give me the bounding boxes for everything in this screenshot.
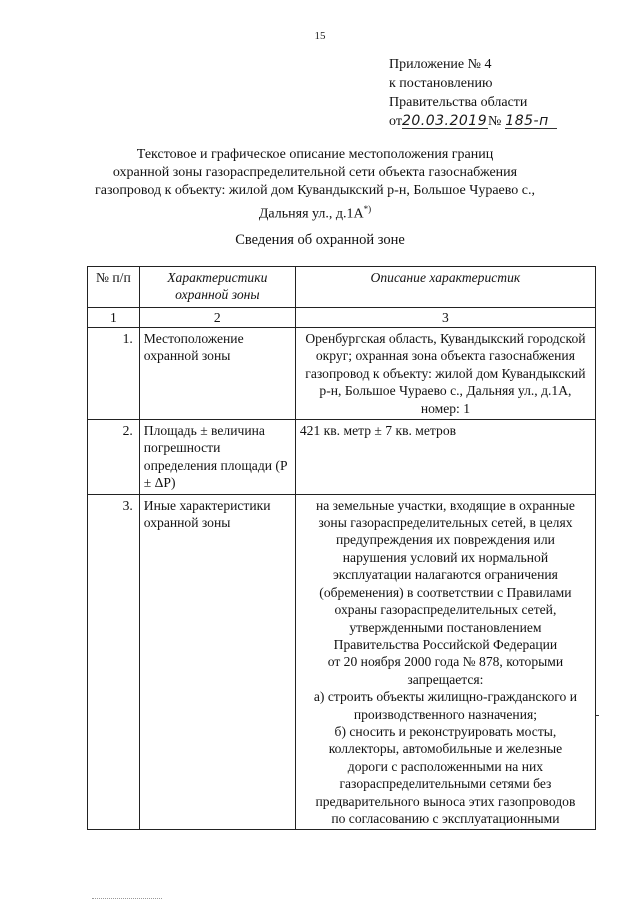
description-line: эксплуатации налагаются ограничения xyxy=(332,567,558,583)
description-line: по согласованию с эксплуатационными xyxy=(331,810,560,826)
description-line: нарушения условий их нормальной xyxy=(342,549,549,565)
description-line: Правительства Российской Федерации xyxy=(333,636,558,652)
row-number: 2. xyxy=(88,420,140,495)
appendix-line-2: к постановлению xyxy=(389,76,493,91)
section-subtitle: Сведения об охранной зоне xyxy=(235,232,405,248)
description-line: на земельные участки, входящие в охранные xyxy=(315,497,575,513)
row-description: 421 кв. метр ± 7 кв. метров xyxy=(295,420,595,495)
description-line: производственного назначения; xyxy=(353,706,538,722)
description-line: предупреждения их повреждения или xyxy=(335,532,555,548)
page-number: 15 xyxy=(314,30,326,42)
row-number: 1. xyxy=(88,328,140,420)
table-header-row xyxy=(88,267,596,308)
description-line: предварительного выноса этих газопроводов xyxy=(315,793,576,809)
header-num: № п/п xyxy=(88,267,140,308)
column-number-1: 1 xyxy=(88,308,140,328)
title-line-4 xyxy=(80,200,550,224)
description-line: газораспределительными сетями без xyxy=(339,776,552,792)
description-line: а) строить объекты жилищно-гражданского и xyxy=(313,689,577,705)
title-line-1: Текстовое и графическое описание местоположения границ xyxy=(136,147,494,162)
date-prefix: от xyxy=(389,114,402,129)
description-line: запрещается: xyxy=(407,671,484,687)
margin-tick-mark xyxy=(596,715,599,716)
title-line-2: охранной зоны газораспределительной сети объекта газоснабжения xyxy=(112,165,518,180)
table-row xyxy=(88,494,596,830)
column-number-3: 3 xyxy=(295,308,595,328)
appendix-line-1: Приложение № 4 xyxy=(389,57,492,72)
row-number: 3. xyxy=(88,494,140,830)
zone-info-table xyxy=(87,266,596,830)
document-title xyxy=(80,146,550,224)
description-line: утвержденными постановлением xyxy=(349,619,542,635)
row-characteristic: Иные характеристики охранной зоны xyxy=(139,494,295,830)
appendix-date-line xyxy=(389,112,629,131)
number-sign: № xyxy=(487,114,502,129)
description-line: коллекторы, автомобильные и железные xyxy=(328,741,563,757)
description-line: (обременения) в соответствии с Правилами xyxy=(319,584,572,600)
row-characteristic: Площадь ± величина погрешности определения площади (P ± ΔP) xyxy=(139,420,295,495)
title-line-3: газопровод к объекту: жилой дом Кувандыкский р-н, Большое Чураево с., xyxy=(95,183,535,198)
footnote-mark: *) xyxy=(363,204,372,214)
description-line: зоны газораспределительных сетей, в целях xyxy=(318,515,573,531)
table-row xyxy=(88,328,596,420)
appendix-line-3: Правительства области xyxy=(389,95,528,110)
scan-smudge xyxy=(92,898,162,900)
row-description xyxy=(295,494,595,830)
title-line-4-text: Дальняя ул., д.1А xyxy=(258,206,364,222)
row-description: Оренбургская область, Кувандыкский городской округ; охранная зона объекта газоснабжения газопровод к объекту: жилой дом Кувандыкский р-н, Большое Чураево с., Дальняя ул., д.1А, номер: 1 xyxy=(295,328,595,420)
handwritten-date: 20.03.2019 xyxy=(401,113,488,129)
row-characteristic: Местоположение охранной зоны xyxy=(139,328,295,420)
handwritten-number: 185-п xyxy=(505,114,557,129)
description-line: охраны газораспределительных сетей, xyxy=(334,602,557,618)
column-number-row xyxy=(88,308,596,328)
description-line: от 20 ноября 2000 года № 878, которыми xyxy=(327,654,564,670)
appendix-block xyxy=(389,55,629,131)
description-line: дороги с расположенными на них xyxy=(347,758,544,774)
column-number-2: 2 xyxy=(139,308,295,328)
description-line: б) сносить и реконструировать мосты, xyxy=(334,723,557,739)
header-characteristics: Характеристики охранной зоны xyxy=(139,267,295,308)
header-description: Описание характеристик xyxy=(295,267,595,308)
table-row xyxy=(88,420,596,495)
